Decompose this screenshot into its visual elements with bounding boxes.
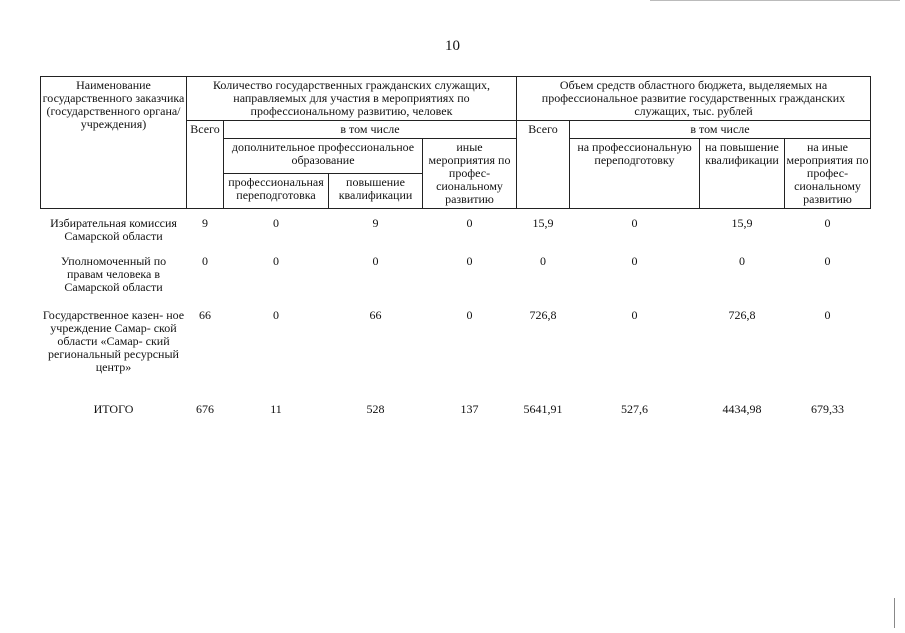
cell-budget-retraining: 0 <box>631 308 638 322</box>
budget-table <box>40 76 871 416</box>
edge-mark <box>894 598 895 628</box>
header-retraining: профессиональная переподготовка <box>224 174 329 209</box>
cell-budget-qualification: 726,8 <box>728 308 756 322</box>
cell-budget-qualification: 0 <box>739 254 745 268</box>
table-row-total <box>41 403 871 416</box>
cell-budget-qualification: 4434,98 <box>722 402 762 416</box>
cell-other: 0 <box>466 254 473 268</box>
cell-budget-total: 0 <box>540 254 546 268</box>
header-count-total: Всего <box>187 121 224 209</box>
cell-other: 0 <box>466 216 473 230</box>
cell-retraining: 0 <box>273 216 279 230</box>
cell-budget-total: 726,8 <box>529 308 557 322</box>
row-name: Уполномоченный по правам человека в Самарской области <box>60 254 167 294</box>
cell-qualification: 528 <box>366 402 385 416</box>
header-qualification: повышение квалификации <box>329 174 423 209</box>
header-additional-education: дополнительное профессиональное образование <box>224 139 423 174</box>
header-budget-qualification: на повышение квалификации <box>700 139 785 209</box>
cell-qualification: 9 <box>372 216 379 230</box>
row-name: ИТОГО <box>93 402 134 416</box>
cell-count-total: 66 <box>199 308 211 322</box>
header-budget-total: Всего <box>517 121 570 209</box>
cell-budget-other: 0 <box>824 216 831 230</box>
header-budget-retraining: на профессиональную переподготовку <box>570 139 700 209</box>
top-rule-line <box>650 0 900 1</box>
cell-budget-total: 5641,91 <box>523 402 563 416</box>
page-number: 10 <box>445 38 460 54</box>
cell-other: 137 <box>460 402 479 416</box>
cell-retraining: 11 <box>270 402 282 416</box>
table-row <box>41 255 871 309</box>
cell-budget-other: 0 <box>824 254 831 268</box>
cell-budget-qualification: 15,9 <box>731 216 753 230</box>
cell-budget-retraining: 0 <box>631 216 638 230</box>
header-customer: Наименование государственного заказчика (государственного органа/учреждения) <box>41 77 187 209</box>
cell-budget-retraining: 0 <box>631 254 638 268</box>
header-budget-including: в том числе <box>570 121 871 139</box>
header-budget-group: Объем средств областного бюджета, выделяемых на профессиональное развитие государственных гражданских служащих, тыс. рублей <box>517 77 871 121</box>
header-budget-other: на иные мероприятия по профес- сиональному развитию <box>785 139 871 209</box>
row-name: Избирательная комиссия Самарской области <box>50 216 177 243</box>
cell-budget-other: 0 <box>824 308 831 322</box>
table-row <box>41 209 871 256</box>
cell-retraining: 0 <box>273 254 279 268</box>
row-name: Государственное казен- ное учреждение Самар- ской области «Самар- ский региональный ресурсный центр» <box>42 308 185 374</box>
cell-other: 0 <box>466 308 473 322</box>
cell-qualification: 0 <box>372 254 379 268</box>
cell-qualification: 66 <box>369 308 382 322</box>
header-count-including: в том числе <box>224 121 517 139</box>
cell-retraining: 0 <box>273 308 279 322</box>
cell-budget-total: 15,9 <box>532 216 554 230</box>
cell-count-total: 676 <box>196 402 214 416</box>
cell-budget-retraining: 527,6 <box>621 402 648 416</box>
header-other-events: иные мероприятия по профес- сиональному развитию <box>423 139 517 209</box>
cell-count-total: 9 <box>202 216 208 230</box>
cell-count-total: 0 <box>202 254 208 268</box>
table-row <box>41 309 871 403</box>
cell-budget-other: 679,33 <box>811 402 844 416</box>
header-count-group: Количество государственных гражданских служащих, направляемых для участия в мероприятиях по профессиональному развитию, человек <box>187 77 517 121</box>
